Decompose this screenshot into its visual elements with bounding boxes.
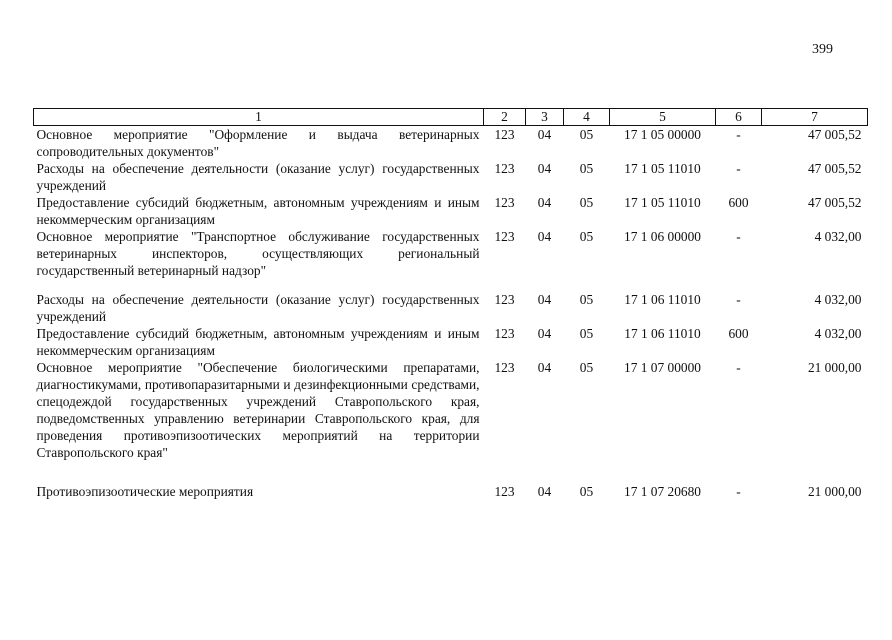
row-subsection: 05 [579,127,594,142]
page-number: 399 [812,42,833,57]
row-section: 04 [537,229,552,244]
row-name: Основное мероприятие "Обеспечение биологическими препаратами, диагностикумами, противопаразитарными и дезинфекционными средствами, спецодеждой государственных учреждений Ставропольского края, подведомственных управлению ветеринарии Ставропольского края, для проведения противоэпизоотических мероприятий на территории Ставропольского края" [36,360,480,460]
row-amount: 21 000,00 [807,484,862,499]
row-section: 04 [537,326,552,341]
table-row [34,291,868,325]
header-col-4: 4 [564,109,610,126]
row-subsection: 05 [579,229,594,244]
row-amount: 4 032,00 [814,292,862,307]
header-col-3: 3 [526,109,564,126]
row-section: 04 [537,161,552,176]
row-subsection: 05 [579,195,594,210]
row-ministry: 123 [494,360,515,375]
row-type: - [736,161,741,176]
table-row [34,228,868,279]
table-row [34,194,868,228]
row-section: 04 [537,195,552,210]
row-target: 17 1 05 11010 [624,195,701,210]
row-amount: 47 005,52 [807,195,862,210]
row-subsection: 05 [579,360,594,375]
row-amount: 21 000,00 [807,360,862,375]
row-spacer [34,461,868,483]
row-type: - [736,127,741,142]
row-ministry: 123 [494,326,515,341]
table-row [34,160,868,194]
row-section: 04 [537,484,552,499]
row-type: - [736,360,741,375]
row-type: 600 [728,195,749,210]
table-row [34,483,868,500]
row-ministry: 123 [494,484,515,499]
row-amount: 4 032,00 [814,229,862,244]
row-section: 04 [537,360,552,375]
row-name: Расходы на обеспечение деятельности (оказание услуг) государственных учреждений [36,292,480,324]
row-ministry: 123 [494,292,515,307]
row-target: 17 1 05 11010 [624,161,701,176]
row-target: 17 1 05 00000 [624,127,701,142]
table-row [34,359,868,461]
row-name: Основное мероприятие "Оформление и выдача ветеринарных сопроводительных документов" [36,127,480,159]
row-subsection: 05 [579,326,594,341]
header-col-5: 5 [610,109,716,126]
row-amount: 47 005,52 [807,127,862,142]
row-ministry: 123 [494,195,515,210]
header-col-2: 2 [484,109,526,126]
header-col-7: 7 [762,109,868,126]
row-name: Предоставление субсидий бюджетным, автономным учреждениям и иным некоммерческим организациям [36,326,480,358]
row-section: 04 [537,292,552,307]
header-col-1: 1 [34,109,484,126]
row-section: 04 [537,127,552,142]
budget-table [33,108,868,500]
row-target: 17 1 06 11010 [624,292,701,307]
row-target: 17 1 06 11010 [624,326,701,341]
row-type: - [736,229,741,244]
row-target: 17 1 07 00000 [624,360,701,375]
row-ministry: 123 [494,127,515,142]
row-spacer [34,279,868,291]
table-row [34,126,868,161]
header-col-6: 6 [716,109,762,126]
row-type: - [736,484,741,499]
header-row [34,109,868,126]
row-subsection: 05 [579,161,594,176]
row-ministry: 123 [494,229,515,244]
row-target: 17 1 06 00000 [624,229,701,244]
row-target: 17 1 07 20680 [624,484,701,499]
row-amount: 47 005,52 [807,161,862,176]
row-subsection: 05 [579,292,594,307]
row-name: Расходы на обеспечение деятельности (оказание услуг) государственных учреждений [36,161,480,193]
row-type: - [736,292,741,307]
table-header [34,109,868,126]
row-name: Противоэпизоотические мероприятия [36,484,254,499]
row-subsection: 05 [579,484,594,499]
table-body [34,126,868,501]
row-type: 600 [728,326,749,341]
row-name: Предоставление субсидий бюджетным, автономным учреждениям и иным некоммерческим организациям [36,195,480,227]
row-ministry: 123 [494,161,515,176]
table-row [34,325,868,359]
row-name: Основное мероприятие "Транспортное обслуживание государственных ветеринарных инспекторов, осуществляющих региональный государственный ветеринарный надзор" [36,229,480,278]
row-amount: 4 032,00 [814,326,862,341]
